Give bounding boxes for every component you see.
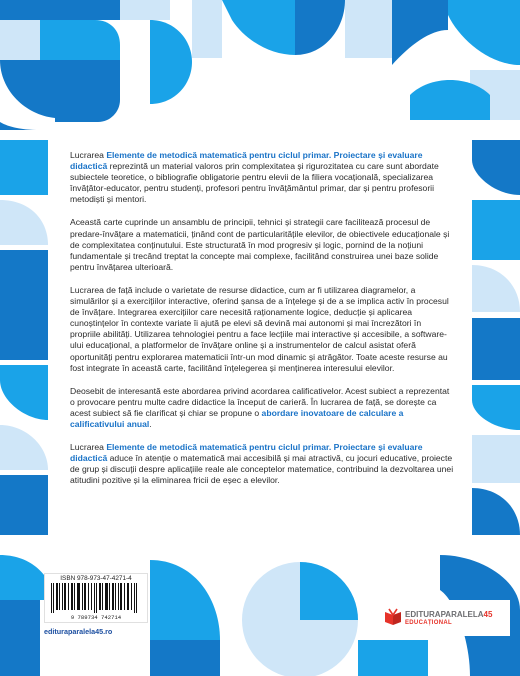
paragraph-3: Lucrarea de față include o varietate de resurse didactice, cum ar fi utilizarea diagramelor, a simulărilor și a exercițiilor interactive, oferind șansa de a înțelege și de a se implica activ în procesul de învățare. Integrarea exercițiilor care necesită raționamente logice, deducție și aplicarea cunoștințelor în contexte variate îi ajută pe elevi să devină mai autonomi și mai încrezători în propriile abilități. Utilizarea tehnologiei pentru a face lecțiile mai interactive și accesibile, a software-ului educațional, a platformelor de învățare online și a instrumentelor de calcul asistat oferă oportunități pentru explorarea matematicii într-un mod dinamic și atrăgător. Toate aceste resurse au fost integrate în această carte, facilitând înțelegerea și menținerea interesului elevilor. xyxy=(70,284,449,373)
publisher-imprint: EDUCAȚIONAL xyxy=(405,620,452,626)
paragraph-5-lead: Lucrarea xyxy=(70,442,107,453)
book-title: Elemente de metodică matematică pentru ciclul primar. Proiectare și evaluare didactică xyxy=(70,150,423,172)
isbn-barcode-box xyxy=(44,573,148,623)
publisher-name-part2: PARALELA xyxy=(440,610,484,619)
paragraph-4 xyxy=(70,386,454,430)
paragraph-4-highlight: abordare inovatoare de calculare a calificativului anual xyxy=(70,407,404,429)
publisher-website-link[interactable]: editurаparalela45.ro xyxy=(44,627,113,636)
paragraph-5-rest: aduce în atenție o matematică mai accesibilă și mai atractivă, cu jocuri educative, proiecte de grup și discuții despre aplicațiile reale ale conceptelor matematice, contribuind la dezvoltarea unei atitudini pozitive și la eliminarea fricii de eșec a elevilor. xyxy=(70,453,454,486)
publisher-logo xyxy=(383,607,503,635)
paragraph-4-rest: . xyxy=(149,418,152,429)
publisher-name-part1: EDITURA xyxy=(405,610,441,619)
book-title-repeat: Elemente de metodică matematică pentru ciclul primar. Proiectare și evaluare didactică xyxy=(70,442,423,464)
paragraph-2: Această carte cuprinde un ansamblu de principii, tehnici și strategii care facilitează procesul de predare-învățare a matematicii, ținând cont de particularitățile elevilor, de obiectivele educaționale și de complexitatea conținutului. Este structurată în mod progresiv și logic, pornind de la noțiuni fundamentale și trecând treptat la concepte mai complexe, facilitând construirea unei baze solide pentru învățarea ulterioară. xyxy=(70,217,450,272)
paragraph-4-lead: Deosebit de interesantă este abordarea privind acordarea calificativelor. Acest subiect a reprezentat o provocare pentru multe cadre didactice la început de carieră. În lucrarea de față, se dorește ca acest subiect să fie clarificat și chiar se propune o xyxy=(70,385,450,418)
open-book-logo-icon xyxy=(383,607,403,627)
publisher-name-part3: 45 xyxy=(483,610,493,619)
isbn-label: ISBN 978-973-47-4271-4 xyxy=(60,575,132,582)
description-text xyxy=(70,150,454,498)
paragraph-1-rest: reprezintă un material valoros prin complexitatea și rigurozitatea cu care sunt abordate subiectele teoretice, o bibliografie obligatorie pentru elevii de la filiera vocațională, specializarea învățător-educator, pentru studenți, profesori pentru învățământul primar, dar și pentru profesorii metodiști și mentori. xyxy=(70,161,439,205)
publisher-name xyxy=(405,610,492,619)
paragraph-1 xyxy=(70,150,454,205)
barcode-digits: 9 789734 742714 xyxy=(70,614,122,621)
barcode-icon xyxy=(49,583,143,613)
paragraph-5 xyxy=(70,442,454,486)
paragraph-1-lead: Lucrarea xyxy=(70,150,107,160)
